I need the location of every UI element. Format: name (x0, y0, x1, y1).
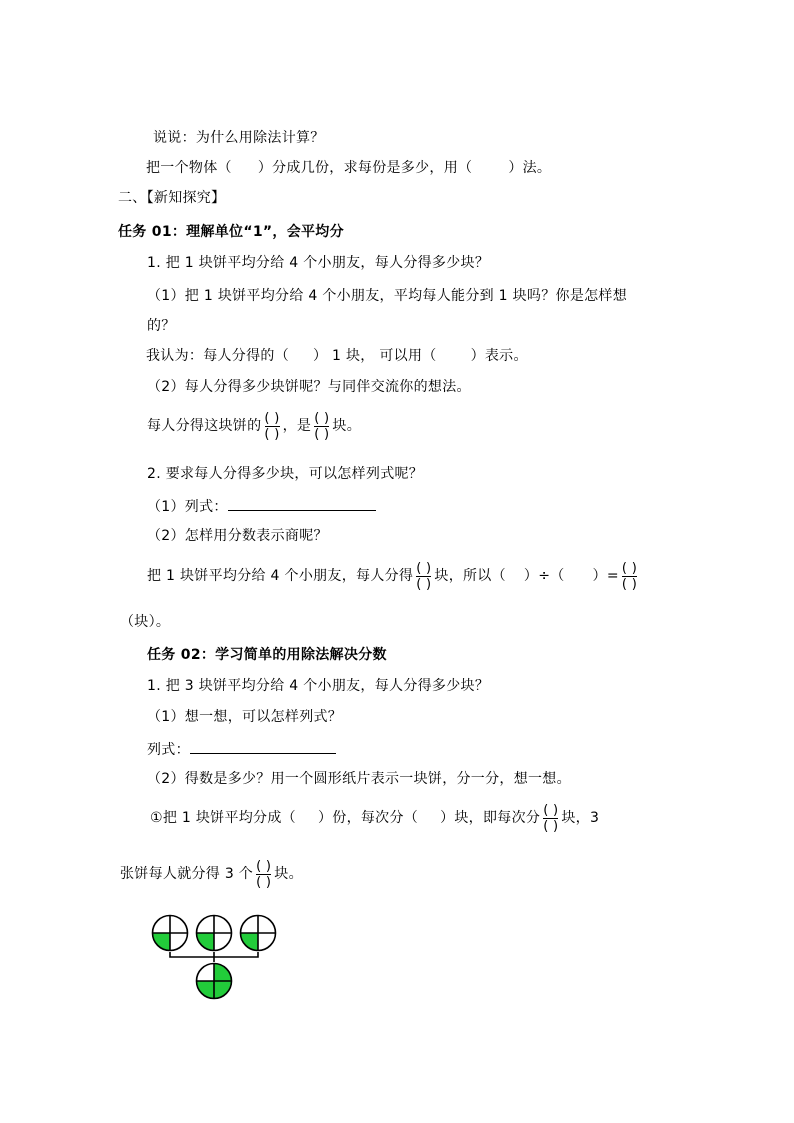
fraction-numerator: ( ) (314, 410, 330, 426)
intro-question: 说说：为什么用除法计算？ (153, 130, 325, 146)
formula-blank-line[interactable] (228, 495, 376, 511)
answer-part1: 我认为：每人分得的（ (146, 348, 289, 364)
task1-q1-sub1-line1: （1）把 1 块饼平均分给 4 个小朋友，平均每人能分到 1 块吗？你是怎样想 (147, 288, 628, 304)
fraction-blank[interactable] (312, 411, 331, 442)
fraction-blank[interactable] (541, 803, 560, 834)
task1-q2-unit: （块）。 (120, 614, 171, 630)
task2-formula (147, 738, 336, 760)
task2-step1-line2 (120, 856, 303, 892)
task1-q1-sub2: （2）每人分得多少块饼呢？与同伴交流你的想法。 (147, 379, 471, 395)
task2-formula-label: 列式： (147, 742, 190, 758)
intro-statement (146, 158, 551, 178)
task2-step1 (150, 800, 599, 836)
task1-q2: 2. 要求每人分得多少块，可以怎样列式呢？ (147, 466, 424, 482)
step1-part4: 块，3 (561, 810, 600, 826)
cake (241, 916, 276, 951)
cake (197, 916, 232, 951)
fraction-numerator: ( ) (416, 560, 432, 576)
task1-q1-answer (146, 346, 528, 366)
fraction-blank[interactable] (620, 561, 639, 592)
cake-division-figure (148, 912, 288, 1004)
fraction-numerator: ( ) (256, 858, 272, 874)
fraction-blank[interactable] (262, 411, 281, 442)
step1-part3: ）块，即每次分 (440, 810, 541, 826)
fraction-blank[interactable] (254, 859, 273, 890)
answer-part3: ）表示。 (470, 348, 528, 364)
step1-part2: ）份，每次分（ (317, 810, 419, 826)
fraction-denominator: ( ) (621, 576, 638, 592)
formula-label: （1）列式： (147, 499, 228, 515)
fraction-denominator: ( ) (416, 576, 432, 592)
task2-title: 任务 02：学习简单的用除法解决分数 (147, 647, 387, 663)
q2-answer-part4: ）= (592, 568, 619, 584)
fraction-numerator: ( ) (264, 410, 280, 426)
cakes-top-row (153, 916, 276, 951)
fraction-denominator: ( ) (543, 818, 559, 834)
cake (153, 916, 188, 951)
task1-q2-answer (147, 558, 640, 594)
fraction-blank[interactable] (414, 561, 433, 592)
task1-q2-sub2: （2）怎样用分数表示商呢？ (147, 528, 328, 544)
task2-q1-sub2: （2）得数是多少？用一个圆形纸片表示一块饼，分一分，想一想。 (147, 771, 571, 787)
task1-title: 任务 01：理解单位“1”，会平均分 (118, 224, 344, 240)
cake-result (197, 964, 232, 999)
fraction-line-part1: 每人分得这块饼的 (147, 418, 262, 434)
q2-answer-part2: 块，所以（ (434, 568, 506, 584)
task1-q1-sub1-line2: 的？ (147, 318, 176, 334)
fraction-numerator: ( ) (621, 560, 638, 576)
fraction-denominator: ( ) (256, 874, 272, 890)
intro-statement-part1: 把一个物体（ (146, 160, 232, 176)
task1-fraction-line (147, 408, 361, 444)
intro-statement-part2: ）分成几份，求每份是多少，用（ (257, 160, 473, 176)
intro-statement-part3: ）法。 (508, 160, 552, 176)
cake-combined (197, 964, 232, 999)
task1-q1: 1. 把 1 块饼平均分给 4 个小朋友，每人分得多少块？ (147, 255, 490, 271)
task2-q1: 1. 把 3 块饼平均分给 4 个小朋友，每人分得多少块？ (147, 678, 490, 694)
task2-formula-blank-line[interactable] (190, 738, 336, 754)
grouping-bracket (170, 952, 258, 962)
step1-line2-part1: 张饼每人就分得 3 个 (120, 866, 254, 882)
fraction-line-part2: ，是 (282, 418, 312, 434)
task2-q1-sub1: （1）想一想，可以怎样列式？ (147, 709, 343, 725)
section-title: 二、【新知探究】 (118, 190, 226, 206)
q2-answer-part3: ）÷（ (523, 568, 565, 584)
fraction-line-part3: 块。 (332, 418, 361, 434)
step1-part1: ①把 1 块饼平均分成（ (150, 810, 296, 826)
fraction-denominator: ( ) (314, 426, 330, 442)
fraction-numerator: ( ) (543, 802, 559, 818)
step1-line2-part2: 块。 (274, 866, 303, 882)
task1-q2-sub1 (147, 495, 376, 517)
fraction-denominator: ( ) (264, 426, 280, 442)
q2-answer-part1: 把 1 块饼平均分给 4 个小朋友，每人分得 (147, 568, 414, 584)
answer-part2: ） 1 块， 可以用（ (313, 348, 437, 364)
